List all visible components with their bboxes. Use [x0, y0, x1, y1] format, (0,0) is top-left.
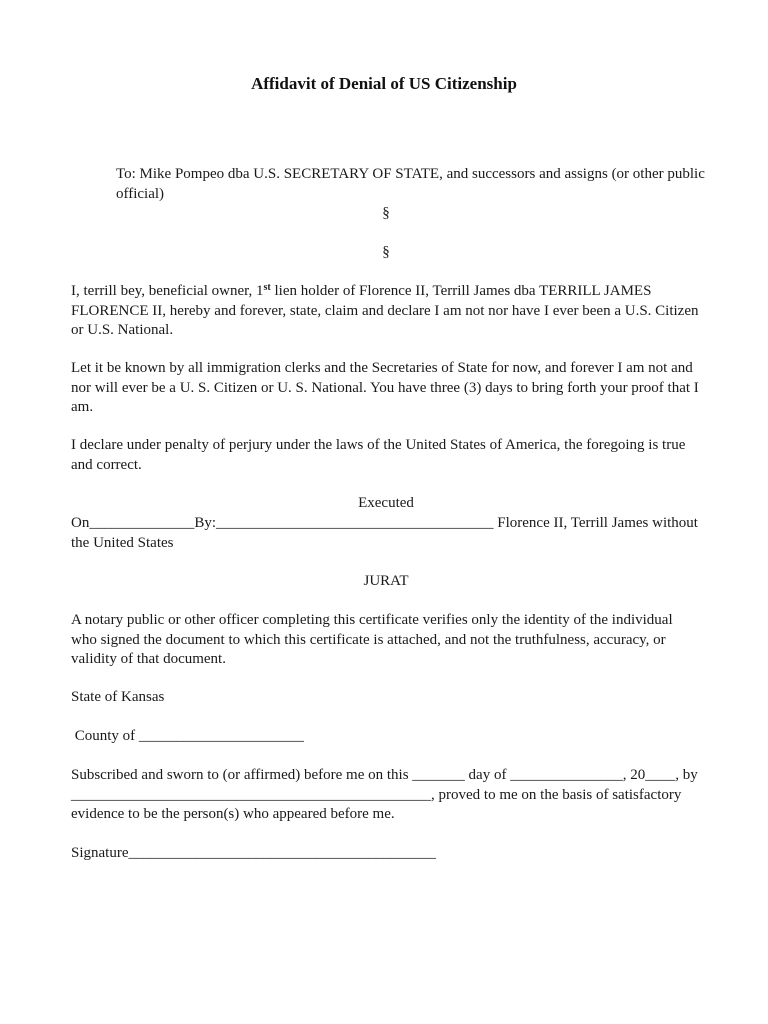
jurat-heading: JURAT [363, 573, 409, 589]
addressee-paragraph: To: Mike Pompeo dba U.S. SECRETARY OF STATE, and successors and assigns (or other public official) [116, 166, 705, 202]
section-mark-2: § [382, 244, 390, 260]
declaration-text-end: lien holder of Florence II, Terrill James dba TERRILL JAMES FLORENCE II, hereby and forever, state, claim and declare I am not nor have I ever been a U.S. Citizen or U.S. National. [71, 283, 699, 338]
subscribed-paragraph: Subscribed and sworn to (or affirmed) before me on this _______ day of _______________, 20____, by ________________________________________________, proved to me on the basis of satisfactory evidence to be the person(s) who appeared before me. [71, 767, 698, 822]
state-line: State of Kansas [71, 689, 165, 705]
execution-signature-line: On______________By:_____________________________________ Florence II, Terrill James without the United States [71, 515, 698, 551]
county-line: County of ______________________ [71, 728, 304, 744]
executed-label: Executed [358, 495, 414, 511]
section-mark-1: § [382, 205, 390, 221]
declaration-paragraph [71, 282, 701, 341]
notary-paragraph: A notary public or other officer completing this certificate verifies only the identity of the individual who signed the document to which this certificate is attached, and not the truthfulness, accuracy, or validity of that document. [71, 612, 673, 667]
notary-signature-line: Signature_________________________________________ [71, 845, 436, 861]
document-title: Affidavit of Denial of US Citizenship [251, 74, 517, 93]
penalty-paragraph: I declare under penalty of perjury under the laws of the United States of America, the foregoing is true and correct. [71, 437, 686, 473]
declaration-text-start: I, terrill bey, beneficial owner, 1 [71, 283, 264, 299]
ordinal-superscript: st [263, 282, 271, 293]
immigration-notice-paragraph: Let it be known by all immigration clerks and the Secretaries of State for now, and forever I am not and nor will ever be a U. S. Citizen or U. S. National. You have three (3) days to bring forth your proof that I am. [71, 360, 699, 415]
